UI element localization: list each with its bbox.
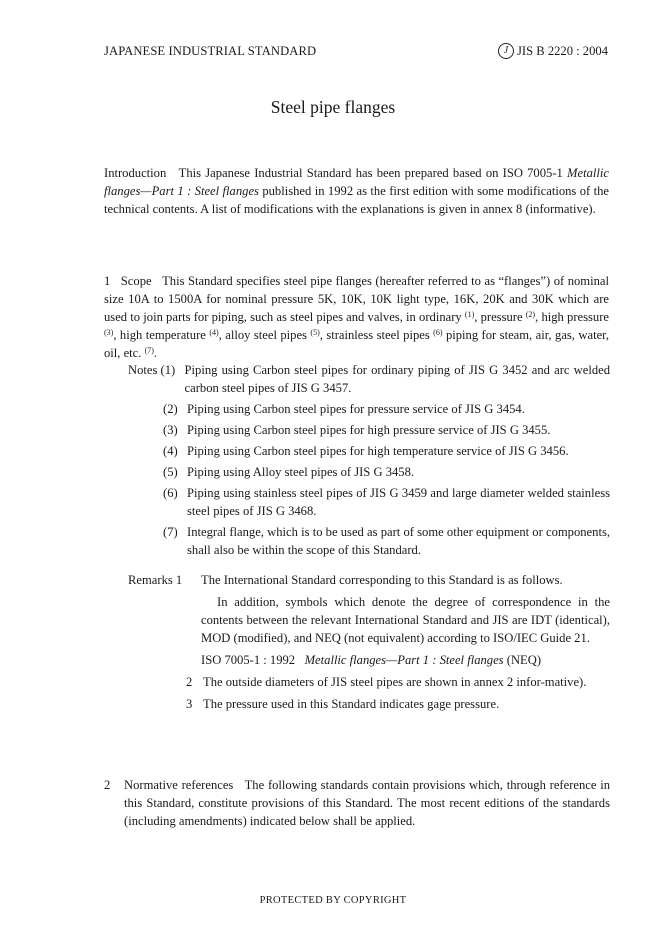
scope-ref-1: (1) <box>464 310 475 319</box>
note-number: (2) <box>163 402 178 416</box>
introduction-paragraph <box>104 164 609 218</box>
iso-number: ISO 7005-1 : 1992 <box>201 653 296 667</box>
scope-text-6: , strainless steel pipes <box>319 328 434 342</box>
jis-mark-icon: J <box>498 43 514 59</box>
remark-item <box>186 695 610 713</box>
note-item <box>163 523 610 559</box>
note-item <box>163 442 610 460</box>
scope-text-2: , pressure <box>474 310 526 324</box>
remark-text: The outside diameters of JIS steel pipes are shown in annex 2 infor-mative). <box>203 675 587 689</box>
scope-ref-4: (4) <box>209 328 219 337</box>
scope-ref-7: (7) <box>144 346 154 355</box>
note-text: Piping using Alloy steel pipes of JIS G 3458. <box>187 465 415 479</box>
remark-paragraph: In addition, symbols which denote the degree of correspondence in the contents between the relevant International Standard and JIS are IDT (identical), MOD (modified), and NEQ (not equivalent) according to ISO/IEC Guide 21. <box>201 595 610 645</box>
scope-heading: Scope <box>120 274 152 288</box>
note-number: (3) <box>163 423 178 437</box>
note-item <box>163 421 610 439</box>
note-item <box>163 463 610 481</box>
header-left: JAPANESE INDUSTRIAL STANDARD <box>104 44 317 58</box>
scope-ref-2: (2) <box>525 310 536 319</box>
remarks-block <box>128 571 610 713</box>
standard-number: JIS B 2220 : 2004 <box>517 44 608 58</box>
iso-correspondence: (NEQ) <box>506 653 542 667</box>
introduction-heading: Introduction <box>104 166 167 180</box>
note-text: Piping using Carbon steel pipes for ordinary piping of JIS G 3452 and arc welded carbon steel pipes of JIS G 3457. <box>184 363 610 395</box>
iso-title: Metallic flanges—Part 1 : Steel flanges <box>304 653 504 667</box>
scope-text-7: piping for steam, air, gas, water, oil, etc. <box>104 328 609 360</box>
remark-item <box>186 673 610 691</box>
remark-text: The International Standard corresponding to this Standard is as follows. <box>201 573 563 587</box>
remark-number: 2 <box>186 675 193 689</box>
note-number: (6) <box>163 486 178 500</box>
remarks-label: Remarks 1 <box>128 573 183 587</box>
note-item <box>163 400 610 418</box>
scope-text-8: . <box>153 346 158 360</box>
notes-block <box>128 361 610 559</box>
normative-references-paragraph <box>104 776 610 830</box>
normative-heading: Normative references <box>124 778 234 792</box>
note-item <box>163 484 610 520</box>
footer-copyright: PROTECTED BY COPYRIGHT <box>259 895 407 906</box>
note-item <box>128 361 610 397</box>
normative-text: The following standards contain provisions which, through reference in this Standard, constitute provisions of this Standard. The most recent editions of the standards (including amendments) indicated below shall be applied. <box>124 778 611 828</box>
scope-text-1: This Standard specifies steel pipe flanges (hereafter referred to as “flanges”) of nominal size 10A to 1500A for nominal pressure 5K, 10K, 10K light type, 16K, 20K and 30K which are used to join parts for piping, such as steel pipes and valves, in ordinary <box>104 274 609 324</box>
document-title: Steel pipe flanges <box>270 97 396 117</box>
introduction-text-a: This Japanese Industrial Standard has been prepared based on ISO 7005-1 <box>178 166 568 180</box>
note-text: Piping using Carbon steel pipes for high pressure service of JIS G 3455. <box>187 423 551 437</box>
note-text: Piping using stainless steel pipes of JIS G 3459 and large diameter welded stainless steel pipes of JIS G 3468. <box>187 486 610 518</box>
notes-label: Notes <box>128 363 158 377</box>
note-number: (5) <box>163 465 178 479</box>
remark-item <box>128 571 610 589</box>
scope-ref-6: (6) <box>433 328 443 337</box>
introduction-ref-title: Metallic flanges—Part 1 : Steel flanges <box>104 166 609 198</box>
scope-ref-3: (3) <box>104 328 114 337</box>
note-number: (4) <box>163 444 178 458</box>
scope-text-5: , alloy steel pipes <box>218 328 311 342</box>
normative-body <box>124 776 610 830</box>
introduction-text-b: published in 1992 as the first edition with some modifications of the technical contents. A list of modifications with the explanations is given in annex 8 (informative). <box>104 184 609 216</box>
iso-reference <box>201 651 610 669</box>
scope-text-4: , high temperature <box>113 328 210 342</box>
scope-number: 1 <box>104 274 111 288</box>
note-text: Piping using Carbon steel pipes for pressure service of JIS G 3454. <box>187 402 525 416</box>
remark-text: The pressure used in this Standard indicates gage pressure. <box>203 697 500 711</box>
normative-number: 2 <box>104 778 111 792</box>
scope-paragraph <box>104 272 609 362</box>
remark-number: 3 <box>186 697 193 711</box>
scope-text-3: , high pressure <box>535 310 609 324</box>
header-right <box>498 42 608 60</box>
note-text: Integral flange, which is to be used as part of some other equipment or components, shall also be within the scope of this Standard. <box>187 525 610 557</box>
note-number: (7) <box>163 525 178 539</box>
scope-ref-5: (5) <box>310 328 320 337</box>
note-number: (1) <box>160 363 176 377</box>
note-text: Piping using Carbon steel pipes for high temperature service of JIS G 3456. <box>187 444 569 458</box>
